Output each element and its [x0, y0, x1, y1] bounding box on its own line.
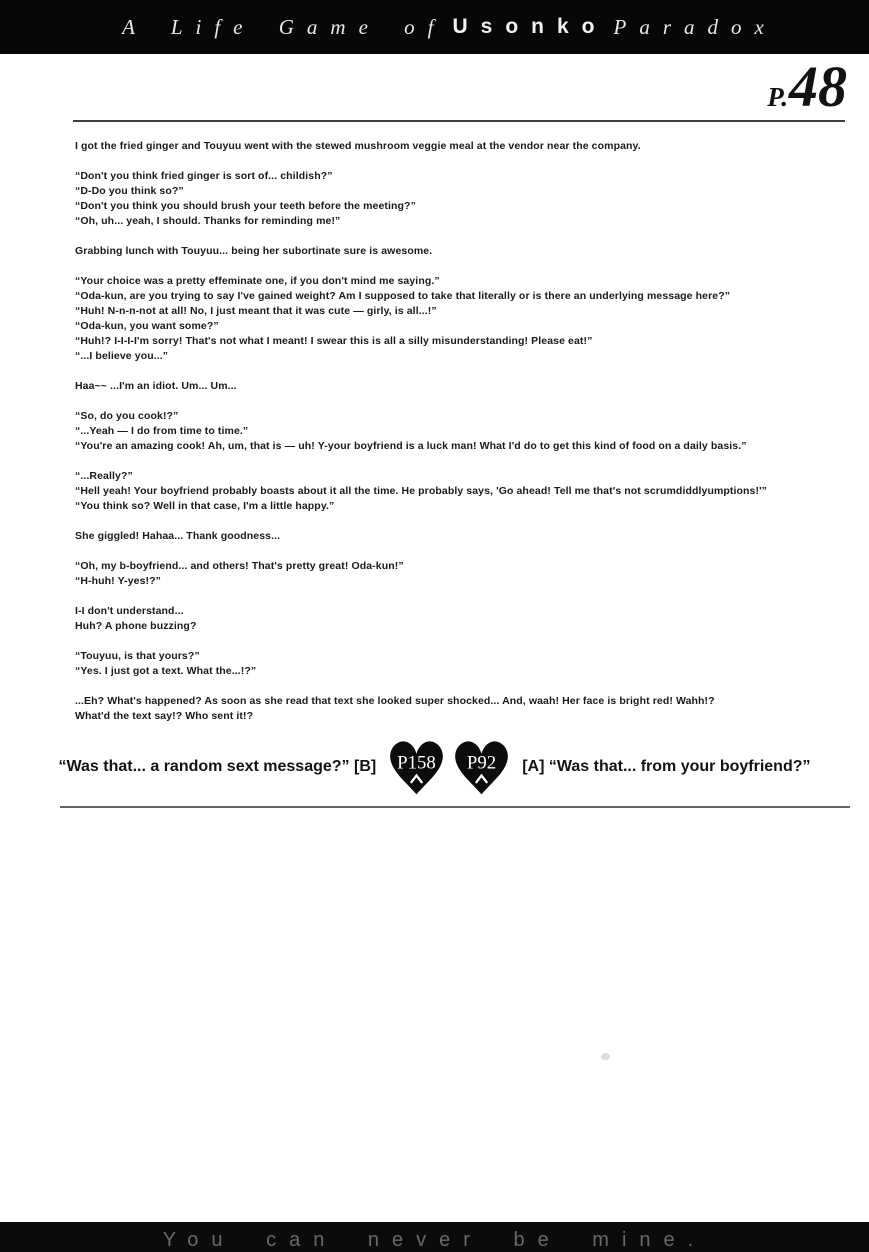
- text-line: “Huh!? I-I-I-I'm sorry! That's not what I meant! I swear this is all a silly misunderstanding! Please eat!”: [75, 335, 593, 347]
- text-line: She giggled! Hahaa... Thank goodness...: [75, 530, 281, 542]
- text-line: “Oh, uh... yeah, I should. Thanks for reminding me!”: [75, 215, 341, 227]
- text-line: “Huh! N-n-n-not at all! No, I just meant that it was cute — girly, is all...!”: [75, 305, 437, 317]
- paragraph: [75, 469, 839, 514]
- text-line: Huh? A phone buzzing?: [75, 620, 197, 632]
- text-line: “Touyuu, is that yours?”: [75, 650, 200, 662]
- text-line: Grabbing lunch with Touyuu... being her subortinate sure is awesome.: [75, 245, 433, 257]
- series-title-brand: Usonko: [452, 15, 608, 38]
- text-line: “Oda-kun, you want some?”: [75, 320, 219, 332]
- choice-row: [0, 732, 869, 802]
- header-divider-rule: [73, 120, 845, 122]
- scan-speck-artifact: [601, 1053, 610, 1060]
- text-line: “Yes. I just got a text. What the...!?”: [75, 665, 257, 677]
- footer-tagline-banner: [0, 1222, 869, 1252]
- footer-tagline: You can never be mine.: [162, 1229, 707, 1251]
- text-line: I got the fried ginger and Touyuu went with the stewed mushroom veggie meal at the vendor near the company.: [75, 140, 641, 152]
- paragraph: [75, 274, 839, 364]
- text-line: ...Eh? What's happened? As soon as she read that text she looked super shocked... And, waah! Her face is bright red! Wahh!?: [75, 695, 715, 707]
- paragraph: [75, 139, 839, 154]
- series-title-right: Paradox: [613, 14, 777, 39]
- series-title-left: A Life Game of: [122, 14, 447, 39]
- text-line: “Oh, my b-boyfriend... and others! That's pretty great! Oda-kun!”: [75, 560, 404, 572]
- text-line: “Your choice was a pretty effeminate one, if you don't mind me saying.”: [75, 275, 440, 287]
- text-line: “Don't you think you should brush your teeth before the meeting?”: [75, 200, 416, 212]
- text-line: “Don't you think fried ginger is sort of... childish?”: [75, 170, 333, 182]
- paragraph: [75, 244, 839, 259]
- heart-page-ref-a: [453, 733, 510, 801]
- text-line: “H-huh! Y-yes!?”: [75, 575, 161, 587]
- choice-a-text: [A] “Was that... from your boyfriend?”: [522, 758, 811, 775]
- text-line: I-I don't understand...: [75, 605, 184, 617]
- page-body-text: [75, 139, 839, 739]
- paragraph: [75, 529, 839, 544]
- text-line: “D-Do you think so?”: [75, 185, 184, 197]
- text-line: “Hell yeah! Your boyfriend probably boasts about it all the time. He probably says, 'Go ahead! Tell me that's not scrumdiddlyumptions!'”: [75, 485, 768, 497]
- choice-b-text: “Was that... a random sext message?” [B]: [58, 758, 377, 775]
- text-line: “Oda-kun, are you trying to say I've gained weight? Am I supposed to take that literally or is there an underlying message here?”: [75, 290, 731, 302]
- heart-page-label: P158: [397, 752, 437, 774]
- series-title-banner: [0, 0, 869, 54]
- page-number: [767, 54, 847, 119]
- text-line: “So, do you cook!?”: [75, 410, 179, 422]
- text-line: Haa~~ ...I'm an idiot. Um... Um...: [75, 380, 237, 392]
- paragraph: [75, 559, 839, 589]
- paragraph: [75, 169, 839, 229]
- page-number-value: 48: [789, 54, 847, 119]
- choices-divider-rule: [60, 806, 850, 808]
- paragraph: [75, 604, 839, 634]
- heart-page-ref-b: [388, 733, 445, 801]
- heart-page-label: P92: [467, 752, 497, 774]
- text-line: “...Yeah — I do from time to time.”: [75, 425, 249, 437]
- paragraph: [75, 694, 839, 724]
- text-line: “You think so? Well in that case, I'm a little happy.”: [75, 500, 335, 512]
- page-number-prefix: P.: [767, 82, 789, 112]
- text-line: “...Really?”: [75, 470, 133, 482]
- text-line: “...I believe you...”: [75, 350, 169, 362]
- text-line: “You're an amazing cook! Ah, um, that is — uh! Y-your boyfriend is a luck man! What I'd do to get this kind of food on a daily basis.”: [75, 440, 747, 452]
- paragraph: [75, 409, 839, 454]
- paragraph: [75, 379, 839, 394]
- text-line: What'd the text say!? Who sent it!?: [75, 710, 254, 722]
- paragraph: [75, 649, 839, 679]
